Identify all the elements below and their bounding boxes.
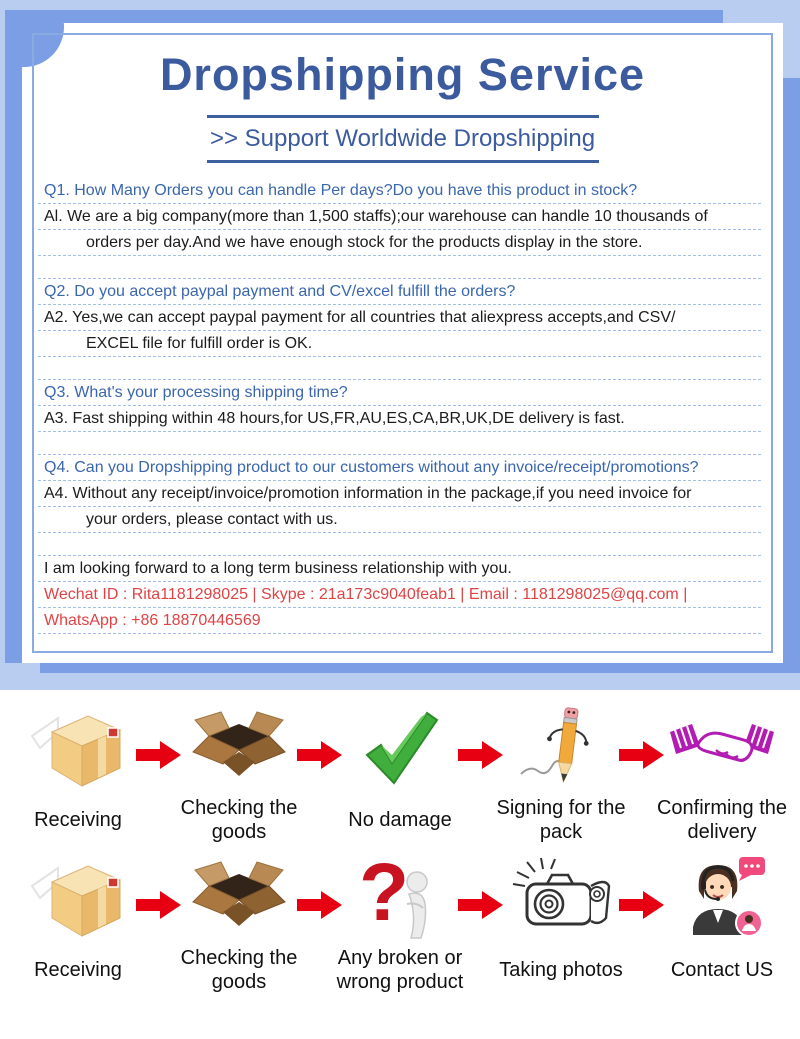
faq-list	[38, 178, 761, 634]
answer-a1-line1: Al. We are a big company(more than 1,500 staffs);our warehouse can handle 10 thousands of	[38, 204, 761, 230]
process-section	[0, 690, 800, 1039]
closed-box-icon	[28, 702, 128, 794]
arrow-right-icon	[297, 888, 343, 922]
process-step-receiving	[21, 702, 136, 846]
process-step-receiving-2	[21, 852, 136, 996]
arrow-right-icon	[136, 888, 182, 922]
contact-info-line2: WhatsApp : +86 18870446569	[38, 608, 761, 634]
section-gap	[38, 432, 761, 455]
contact-info-line1: Wechat ID : Rita1181298025 | Skype : 21a173c9040feab1 | Email : 1181298025@qq.com |	[38, 582, 761, 608]
arrow-right-icon	[297, 738, 343, 772]
page-title: Dropshipping Service	[159, 49, 646, 100]
camera-icon	[505, 852, 617, 944]
step-label: Any broken or wrong product	[336, 947, 464, 993]
dropshipping-card	[22, 23, 783, 663]
answer-a3: A3. Fast shipping within 48 hours,for US,FR,AU,ES,CA,BR,UK,DE delivery is fast.	[38, 406, 761, 432]
process-step-checking	[182, 702, 297, 846]
question-q3: Q3. What's your processing shipping time?	[38, 380, 761, 406]
question-q1: Q1. How Many Orders you can handle Per days?Do you have this product in stock?	[38, 178, 761, 204]
process-step-signing	[496, 702, 626, 846]
step-label: Receiving	[34, 809, 122, 831]
answer-a4-line1: A4. Without any receipt/invoice/promotion information in the package,if you need invoice for	[38, 481, 761, 507]
process-step-confirming	[656, 702, 788, 846]
check-icon	[359, 702, 441, 794]
arrow-right-icon	[458, 888, 504, 922]
open-box-icon	[189, 852, 289, 944]
page-subtitle: >> Support Worldwide Dropshipping	[209, 125, 596, 152]
step-label: Checking the goods	[180, 947, 298, 993]
section-gap	[38, 533, 761, 556]
step-label: Signing for the pack	[496, 797, 626, 843]
section-gap	[38, 256, 761, 279]
question-q2: Q2. Do you accept paypal payment and CV/excel fulfill the orders?	[38, 279, 761, 305]
process-step-contact-us	[665, 852, 780, 996]
subtitle-rule	[207, 115, 599, 163]
closing-statement: I am looking forward to a long term business relationship with you.	[38, 556, 761, 582]
handshake-icon	[668, 702, 776, 794]
step-label: Taking photos	[499, 959, 623, 981]
process-step-no-damage	[343, 702, 458, 846]
arrow-right-icon	[619, 888, 665, 922]
process-row-1	[0, 702, 800, 846]
step-label: No damage	[348, 809, 452, 831]
answer-a2-line2: EXCEL file for fulfill order is OK.	[38, 331, 761, 357]
answer-a2-line1: A2. Yes,we can accept paypal payment for all countries that aliexpress accepts,and CSV/	[38, 305, 761, 331]
support-agent-icon	[675, 852, 769, 944]
process-step-broken-product	[336, 852, 464, 996]
question-icon	[357, 852, 443, 944]
step-label: Contact US	[670, 959, 774, 981]
process-row-2	[0, 852, 800, 996]
pencil-icon	[515, 702, 607, 794]
step-label: Confirming the delivery	[656, 797, 788, 843]
question-q4: Q4. Can you Dropshipping product to our customers without any invoice/receipt/promotions?	[38, 455, 761, 481]
step-label: Receiving	[34, 959, 122, 981]
answer-a1-line2: orders per day.And we have enough stock for the products display in the store.	[38, 230, 761, 256]
process-step-checking-2	[182, 852, 297, 996]
section-gap	[38, 357, 761, 380]
answer-a4-line2: your orders, please contact with us.	[38, 507, 761, 533]
svg-text:?: ?	[359, 852, 410, 938]
arrow-right-icon	[136, 738, 182, 772]
open-box-icon	[189, 702, 289, 794]
process-step-taking-photos	[499, 852, 623, 996]
arrow-right-icon	[458, 738, 504, 772]
step-label: Checking the goods	[180, 797, 298, 843]
arrow-right-icon	[619, 738, 665, 772]
closed-box-icon	[28, 852, 128, 944]
